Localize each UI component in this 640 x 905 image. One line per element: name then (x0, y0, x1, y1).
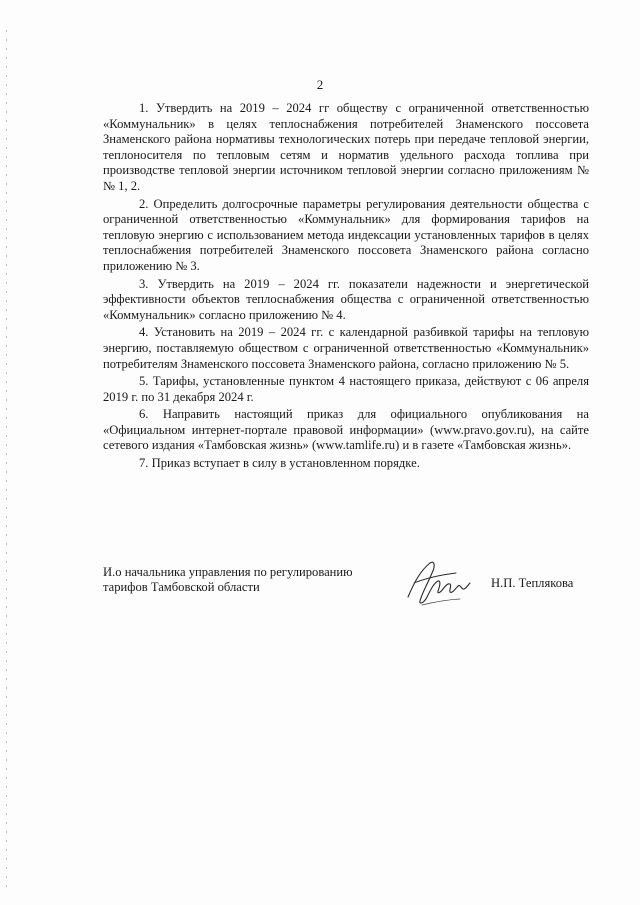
signatory-role-line-2: тарифов Тамбовской области (103, 580, 260, 594)
signatory-name: Н.П. Теплякова (491, 576, 574, 590)
signature-block (103, 565, 589, 615)
signatory-role (103, 565, 403, 595)
paragraph-2: 2. Определить долгосрочные параметры регулирования деятельности общества с ограниченной ответственностью «Коммунальник» для формирования тарифов на тепловую энергию с использованием метода индексации установленных тарифов в целях теплоснабжения потребителей Знаменского поссовета Знаменского района согласно приложению № 3. (103, 196, 589, 273)
paragraph-7: 7. Приказ вступает в силу в установленном порядке. (139, 456, 420, 471)
page-number: 2 (316, 77, 324, 92)
document-body (103, 101, 589, 474)
handwritten-signature-icon (400, 553, 480, 611)
paragraph-5: 5. Тарифы, установленные пунктом 4 настоящего приказа, действуют с 06 апреля 2019 г. по 31 декабря 2024 г. (103, 374, 589, 404)
paragraph-3: 3. Утвердить на 2019 – 2024 гг. показатели надежности и энергетической эффективности объектов теплоснабжения общества с ограниченной ответственностью «Коммунальник» согласно приложению № 4. (103, 276, 589, 322)
paragraph-1: 1. Утвердить на 2019 – 2024 гг обществу с ограниченной ответственностью «Коммунальник» в целях теплоснабжения потребителей Знаменского поссовета Знаменского района нормативы технологических потерь при передаче тепловой энергии, теплоносителя по тепловым сетям и норматив удельного расхода топлива при производстве тепловой энергии источником тепловой энергии согласно приложениям №№ 1, 2. (103, 101, 589, 193)
scan-edge-mark (6, 30, 7, 890)
paragraph-4: 4. Установить на 2019 – 2024 гг. с календарной разбивкой тарифы на тепловую энергию, поставляемую обществом с ограниченной ответственностью «Коммунальник» потребителям Знаменского поссовета Знаменского района, согласно приложению № 5. (103, 325, 589, 371)
paragraph-6: 6. Направить настоящий приказ для официального опубликования на «Официальном интернет-портале правовой информации» (www.pravo.gov.ru), на сайте сетевого издания «Тамбовская жизнь» (www.tamlife.ru) и в газете «Тамбовская жизнь». (103, 407, 589, 453)
signatory-role-line-1: И.о начальника управления по регулированию (103, 565, 353, 579)
